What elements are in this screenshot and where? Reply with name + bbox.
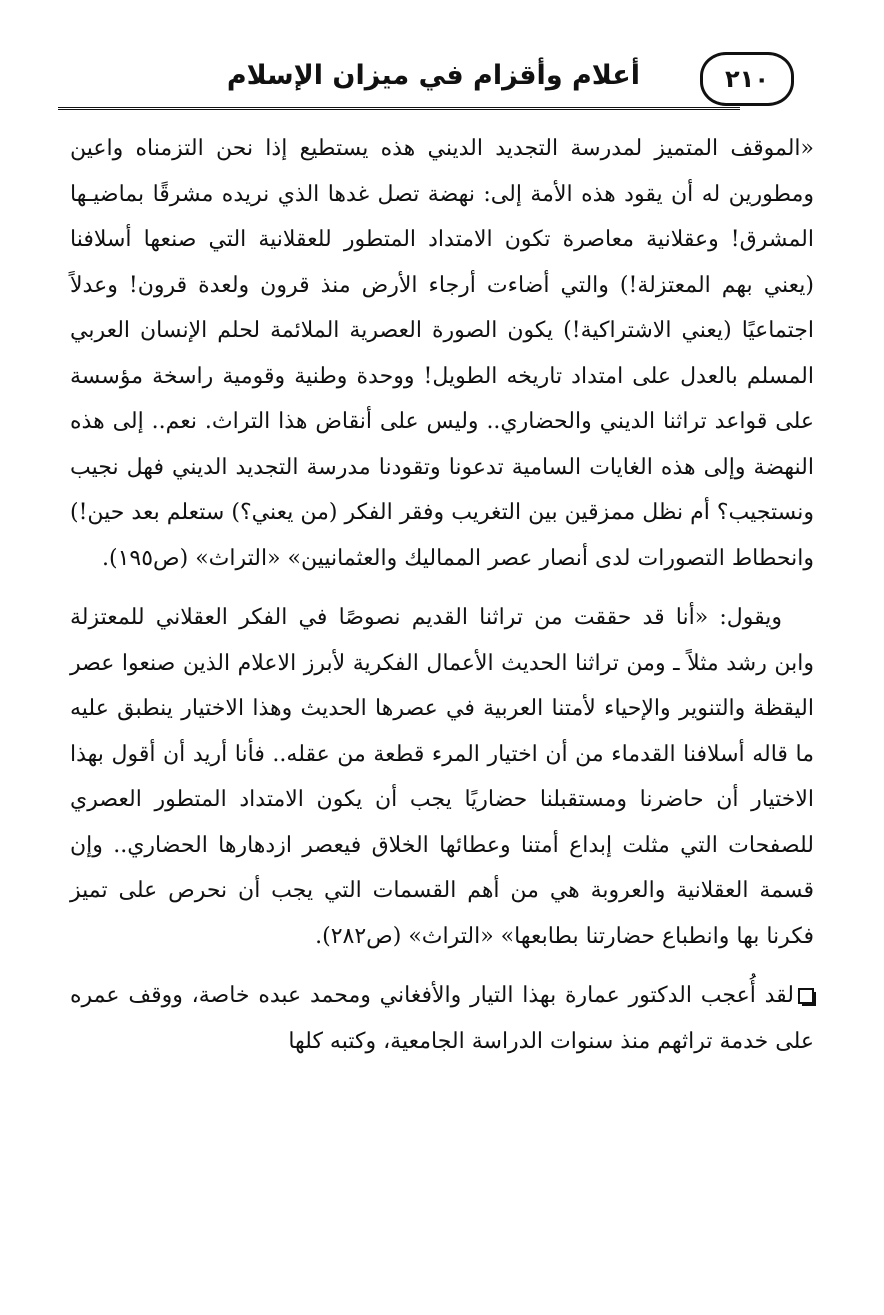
section-marker-icon [798, 988, 814, 1004]
paragraph-3 [70, 973, 814, 1064]
running-title: أعلام وأقزام في ميزان الإسلام [226, 60, 640, 91]
paragraph-quote-1: «الموقف المتميز لمدرسة التجديد الديني هذه يستطيع إذا نحن التزمناه واعين ومطورين له أن يقود هذه الأمة إلى: نهضة تصل غدها الذي نريده مشرقًا بماضيـها المشرق! وعقلانية معاصرة تكون الامتداد المتطور للعقلانية التي صنعها أسلافنا (يعني بهم المعتزلة!) والتي أضاءت أرجاء الأرض منذ قرون ولعدة قرون! وعدلاً اجتماعيًا (يعني الاشتراكية!) يكون الصورة العصرية الملائمة لحلم الإنسان العربي المسلم بالعدل على امتداد تاريخه الطويل! ووحدة وطنية وقومية راسخة مؤسسة على قواعد تراثنا الديني والحضاري.. وليس على أنقاض هذا التراث. نعم.. إلى هذه النهضة وإلى هذه الغايات السامية تدعونا وتقودنا مدرسة التجديد الديني فهل نجيب ونستجيب؟ أم نظل ممزقين بين التغريب وفقر الفكر (من يعني؟) ستعلم بعد حين!) وانحطاط التصورات لدى أنصار عصر المماليك والعثمانيين» «التراث» (ص١٩٥). [70, 136, 815, 571]
page-header [58, 48, 800, 110]
page-number: ٢١٠ [700, 52, 794, 106]
page-content [70, 126, 814, 1064]
paragraph-quote-2: ويقول: «أنا قد حققت من تراثنا القديم نصوصًا في الفكر العقلاني للمعتزلة وابن رشد مثلاً ـ ومن تراثنا الحديث الأعمال الفكرية لأبرز الاعلام الذين صنعوا عصر اليقظة والتنوير والإحياء لأمتنا العربية في عصرها الحديث وهذا الاختيار ينطبق عليه ما قاله أسلافنا القدماء من أن اختيار المرء قطعة من عقله.. فأنا أريد أن أقول بهذا الاختيار أن حاضرنا ومستقبلنا حضاريًا يجب أن يكون الامتداد المتطور العصري للصفحات التي مثلت إبداع أمتنا وعطائها الخلاق فيعصر ازدهارها الحضاري.. وإن قسمة العقلانية والعروبة هي من أهم القسمات التي يجب أن نحرص على تميز فكرنا بها وانطباع حضارتنا بطابعها» «التراث» (ص٢٨٢). [70, 605, 814, 949]
header-divider [58, 107, 740, 110]
paragraph-3-text: لقد أُعجب الدكتور عمارة بهذا التيار والأفغاني ومحمد عبده خاصة، ووقف عمره على خدمة تراثهم منذ سنوات الدراسة الجامعية، وكتبه كلها [70, 983, 814, 1054]
